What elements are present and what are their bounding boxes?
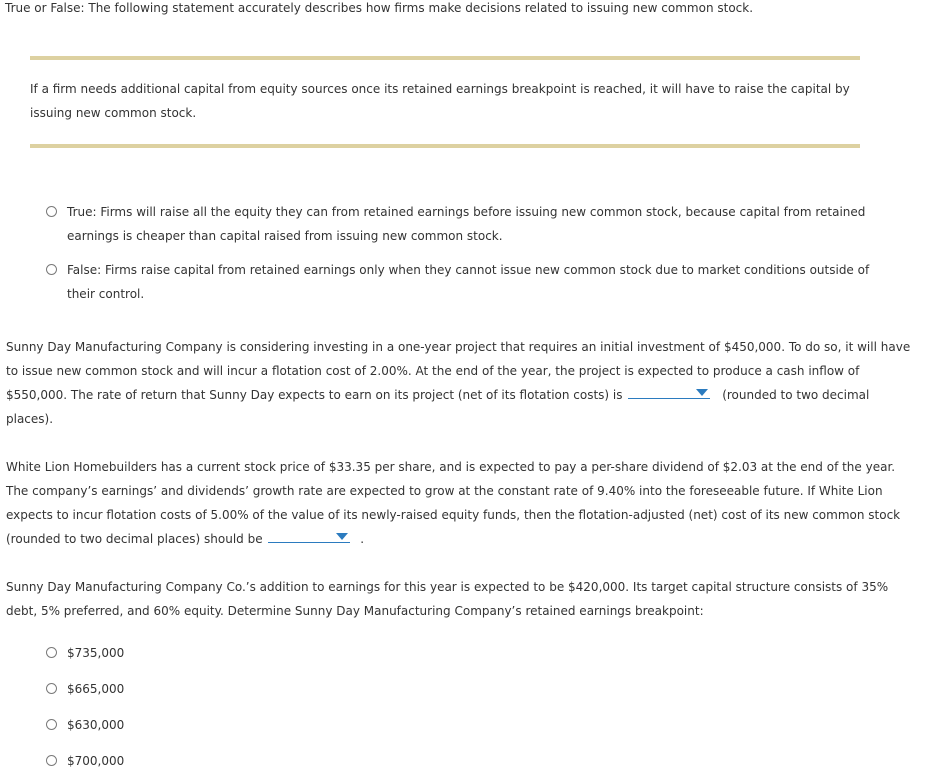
q4-option-2-radio[interactable] (46, 683, 57, 694)
q3-line-2: The company’s earnings’ and dividends’ growth rate are expected to grow at the constant rate of 9.40% into the foreseeable future. If White Lion (6, 484, 883, 498)
q3-line-3: expects to incur flotation costs of 5.00% of the value of its newly-raised equity funds, then the flotation-adjusted (net) cost of its new common stock (6, 508, 901, 522)
statement-top-rule (30, 56, 860, 60)
statement-bottom-rule (30, 144, 860, 148)
q4-option-4-label[interactable]: $700,000 (67, 754, 125, 768)
q1-false-label-1[interactable]: False: Firms raise capital from retained earnings only when they cannot issue new common stock due to market conditions outside of (67, 263, 870, 277)
q3-line-4-tail: . (360, 532, 365, 546)
q2-line-3-text: $550,000. The rate of return that Sunny Day expects to earn on its project (net of its flotation costs) is (6, 388, 623, 402)
q4-option-4-radio[interactable] (46, 755, 57, 766)
q2-line-2: to issue new common stock and will incur a flotation cost of 2.00%. At the end of the year, the project is expected to produce a cash inflow of (6, 364, 860, 378)
q1-statement-line-2: issuing new common stock. (30, 106, 197, 120)
chevron-down-icon (336, 533, 348, 540)
chevron-down-icon (696, 389, 708, 396)
q3-cost-dropdown[interactable] (268, 528, 350, 543)
q4-option-3-radio[interactable] (46, 719, 57, 730)
q2-line-3-tail: (rounded to two decimal (722, 388, 870, 402)
q1-prompt: True or False: The following statement accurately describes how firms make decisions related to issuing new common stock. (5, 1, 754, 15)
q1-false-label-2[interactable]: their control. (67, 287, 145, 301)
q1-false-radio[interactable] (46, 264, 57, 275)
q1-statement-line-1: If a firm needs additional capital from equity sources once its retained earnings breakpoint is reached, it will have to raise the capital by (30, 82, 850, 96)
q4-option-1-label[interactable]: $735,000 (67, 646, 125, 660)
q2-line-1: Sunny Day Manufacturing Company is considering investing in a one-year project that requires an initial investment of $450,000. To do so, it will have (6, 340, 911, 354)
q2-rate-dropdown[interactable] (628, 384, 710, 399)
q4-option-1-radio[interactable] (46, 647, 57, 658)
q3-line-4 (6, 527, 364, 551)
q2-line-3 (6, 383, 869, 407)
q3-line-1: White Lion Homebuilders has a current stock price of $33.35 per share, and is expected to pay a per-share dividend of $2.03 at the end of the year. (6, 460, 896, 474)
q4-option-2-label[interactable]: $665,000 (67, 682, 125, 696)
q4-option-3-label[interactable]: $630,000 (67, 718, 125, 732)
q2-line-4: places). (6, 412, 54, 426)
q4-line-2: debt, 5% preferred, and 60% equity. Determine Sunny Day Manufacturing Company’s retained earnings breakpoint: (6, 604, 704, 618)
q3-line-4-text: (rounded to two decimal places) should be (6, 532, 263, 546)
q1-true-radio[interactable] (46, 206, 57, 217)
q1-true-label-1[interactable]: True: Firms will raise all the equity they can from retained earnings before issuing new common stock, because capital from retained (67, 205, 866, 219)
q1-true-label-2[interactable]: earnings is cheaper than capital raised from issuing new common stock. (67, 229, 503, 243)
q4-line-1: Sunny Day Manufacturing Company Co.’s addition to earnings for this year is expected to be $420,000. Its target capital structure consists of 35% (6, 580, 889, 594)
